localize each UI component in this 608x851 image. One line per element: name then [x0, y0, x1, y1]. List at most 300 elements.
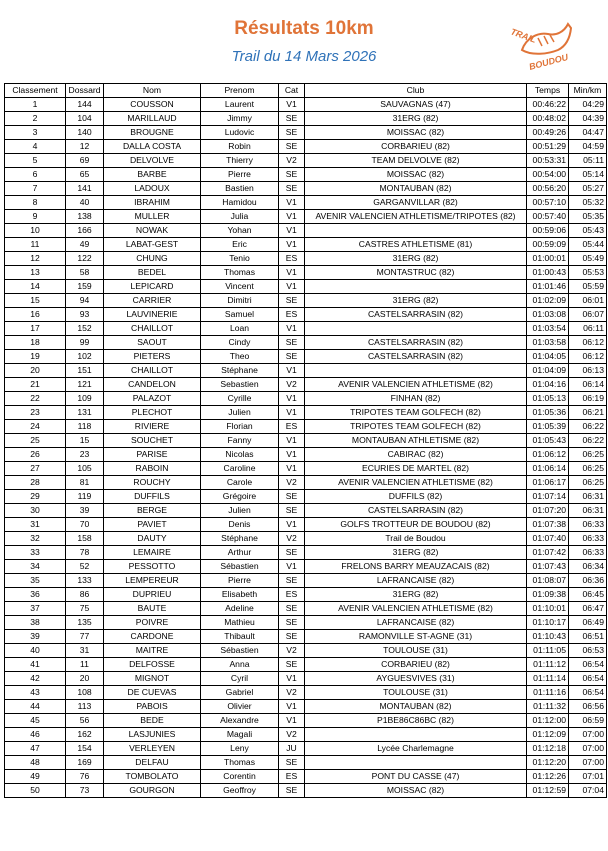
cell-club: P1BE86C86BC (82) [305, 714, 527, 728]
cell-pace: 05:43 [569, 224, 607, 238]
table-row [5, 266, 607, 280]
cell-last-name: VERLEYEN [104, 742, 201, 756]
cell-last-name: LASJUNIES [104, 728, 201, 742]
cell-first-name: Cyril [201, 672, 279, 686]
cell-last-name: BEDE [104, 714, 201, 728]
cell-first-name: Julia [201, 210, 279, 224]
cell-club: AYGUESVIVES (31) [305, 672, 527, 686]
cell-club: MOISSAC (82) [305, 168, 527, 182]
cell-pace: 06:54 [569, 672, 607, 686]
cell-bib: 56 [66, 714, 104, 728]
cell-first-name: Thibault [201, 630, 279, 644]
cell-club: 31ERG (82) [305, 252, 527, 266]
cell-time: 01:12:00 [527, 714, 569, 728]
cell-last-name: DUFFILS [104, 490, 201, 504]
cell-category: V2 [279, 378, 305, 392]
cell-club: 31ERG (82) [305, 112, 527, 126]
cell-last-name: NOWAK [104, 224, 201, 238]
cell-rank: 23 [5, 406, 66, 420]
cell-category: ES [279, 420, 305, 434]
cell-club: CASTELSARRASIN (82) [305, 336, 527, 350]
table-row [5, 322, 607, 336]
cell-category: SE [279, 630, 305, 644]
cell-club: TEAM DELVOLVE (82) [305, 154, 527, 168]
cell-bib: 69 [66, 154, 104, 168]
cell-category: V1 [279, 518, 305, 532]
cell-last-name: CHUNG [104, 252, 201, 266]
cell-time: 01:03:08 [527, 308, 569, 322]
cell-first-name: Stéphane [201, 532, 279, 546]
cell-time: 00:56:20 [527, 182, 569, 196]
cell-bib: 23 [66, 448, 104, 462]
cell-bib: 105 [66, 462, 104, 476]
cell-category: SE [279, 616, 305, 630]
column-header-rank: Classement [5, 84, 66, 98]
cell-rank: 13 [5, 266, 66, 280]
cell-time: 01:06:17 [527, 476, 569, 490]
cell-pace: 05:49 [569, 252, 607, 266]
cell-category: V1 [279, 700, 305, 714]
cell-club [305, 322, 527, 336]
cell-pace: 06:54 [569, 658, 607, 672]
cell-first-name: Carole [201, 476, 279, 490]
cell-rank: 49 [5, 770, 66, 784]
cell-rank: 29 [5, 490, 66, 504]
cell-category: SE [279, 350, 305, 364]
cell-club: 31ERG (82) [305, 588, 527, 602]
cell-pace: 06:59 [569, 714, 607, 728]
cell-rank: 26 [5, 448, 66, 462]
cell-last-name: LEMAIRE [104, 546, 201, 560]
cell-first-name: Adeline [201, 602, 279, 616]
cell-first-name: Florian [201, 420, 279, 434]
cell-time: 00:59:06 [527, 224, 569, 238]
cell-last-name: PALAZOT [104, 392, 201, 406]
cell-club: GARGANVILLAR (82) [305, 196, 527, 210]
cell-bib: 58 [66, 266, 104, 280]
cell-last-name: MIGNOT [104, 672, 201, 686]
page-subtitle: Trail du 14 Mars 2026 [231, 48, 377, 65]
cell-pace: 05:14 [569, 168, 607, 182]
cell-pace: 06:31 [569, 504, 607, 518]
cell-time: 01:05:43 [527, 434, 569, 448]
cell-club: LAFRANCAISE (82) [305, 574, 527, 588]
cell-bib: 119 [66, 490, 104, 504]
table-row [5, 728, 607, 742]
cell-rank: 45 [5, 714, 66, 728]
cell-club: TRIPOTES TEAM GOLFECH (82) [305, 406, 527, 420]
cell-pace: 06:25 [569, 448, 607, 462]
cell-time: 01:11:05 [527, 644, 569, 658]
table-row [5, 98, 607, 112]
table-row [5, 784, 607, 798]
table-row [5, 112, 607, 126]
cell-first-name: Ludovic [201, 126, 279, 140]
cell-category: V2 [279, 532, 305, 546]
table-row [5, 490, 607, 504]
cell-bib: 169 [66, 756, 104, 770]
cell-first-name: Fanny [201, 434, 279, 448]
cell-rank: 34 [5, 560, 66, 574]
cell-last-name: CARDONE [104, 630, 201, 644]
cell-club: MONTAUBAN (82) [305, 700, 527, 714]
cell-bib: 138 [66, 210, 104, 224]
cell-first-name: Nicolas [201, 448, 279, 462]
cell-bib: 65 [66, 168, 104, 182]
cell-rank: 4 [5, 140, 66, 154]
cell-bib: 158 [66, 532, 104, 546]
cell-last-name: SAOUT [104, 336, 201, 350]
cell-rank: 30 [5, 504, 66, 518]
cell-first-name: Samuel [201, 308, 279, 322]
table-row [5, 588, 607, 602]
cell-rank: 11 [5, 238, 66, 252]
cell-pace: 04:59 [569, 140, 607, 154]
cell-rank: 2 [5, 112, 66, 126]
cell-first-name: Geoffroy [201, 784, 279, 798]
cell-time: 01:12:09 [527, 728, 569, 742]
cell-category: V1 [279, 392, 305, 406]
table-row [5, 672, 607, 686]
cell-category: V1 [279, 364, 305, 378]
cell-category: SE [279, 182, 305, 196]
cell-first-name: Robin [201, 140, 279, 154]
cell-bib: 31 [66, 644, 104, 658]
cell-time: 00:57:10 [527, 196, 569, 210]
cell-pace: 05:32 [569, 196, 607, 210]
results-table [4, 83, 607, 798]
cell-rank: 9 [5, 210, 66, 224]
cell-category: SE [279, 658, 305, 672]
cell-category: V2 [279, 644, 305, 658]
table-row [5, 210, 607, 224]
cell-pace: 05:53 [569, 266, 607, 280]
cell-last-name: DELVOLVE [104, 154, 201, 168]
cell-time: 01:12:18 [527, 742, 569, 756]
cell-bib: 135 [66, 616, 104, 630]
cell-time: 01:07:42 [527, 546, 569, 560]
cell-bib: 93 [66, 308, 104, 322]
table-row [5, 686, 607, 700]
table-row [5, 532, 607, 546]
cell-pace: 06:33 [569, 532, 607, 546]
cell-bib: 141 [66, 182, 104, 196]
table-row [5, 196, 607, 210]
cell-bib: 109 [66, 392, 104, 406]
cell-club: SAUVAGNAS (47) [305, 98, 527, 112]
cell-bib: 159 [66, 280, 104, 294]
cell-club: CASTELSARRASIN (82) [305, 350, 527, 364]
table-row [5, 420, 607, 434]
cell-category: SE [279, 490, 305, 504]
cell-first-name: Pierre [201, 574, 279, 588]
cell-pace: 06:19 [569, 392, 607, 406]
cell-rank: 6 [5, 168, 66, 182]
cell-last-name: GOURGON [104, 784, 201, 798]
cell-time: 01:06:12 [527, 448, 569, 462]
cell-rank: 1 [5, 98, 66, 112]
cell-time: 01:00:01 [527, 252, 569, 266]
cell-first-name: Alexandre [201, 714, 279, 728]
cell-time: 00:51:29 [527, 140, 569, 154]
column-header-bib: Dossard [66, 84, 104, 98]
cell-club [305, 364, 527, 378]
cell-category: V1 [279, 714, 305, 728]
cell-rank: 25 [5, 434, 66, 448]
cell-category: V1 [279, 406, 305, 420]
cell-first-name: Yohan [201, 224, 279, 238]
cell-last-name: MARILLAUD [104, 112, 201, 126]
cell-bib: 118 [66, 420, 104, 434]
cell-bib: 81 [66, 476, 104, 490]
cell-club [305, 280, 527, 294]
cell-rank: 12 [5, 252, 66, 266]
cell-pace: 05:27 [569, 182, 607, 196]
cell-first-name: Thomas [201, 756, 279, 770]
cell-club: PONT DU CASSE (47) [305, 770, 527, 784]
cell-rank: 37 [5, 602, 66, 616]
cell-category: ES [279, 252, 305, 266]
cell-category: V1 [279, 322, 305, 336]
cell-pace: 05:59 [569, 280, 607, 294]
cell-bib: 152 [66, 322, 104, 336]
cell-category: SE [279, 112, 305, 126]
cell-last-name: PIETERS [104, 350, 201, 364]
cell-last-name: PESSOTTO [104, 560, 201, 574]
cell-first-name: Thierry [201, 154, 279, 168]
cell-pace: 05:35 [569, 210, 607, 224]
table-row [5, 350, 607, 364]
cell-time: 01:04:05 [527, 350, 569, 364]
table-row [5, 462, 607, 476]
cell-last-name: CARRIER [104, 294, 201, 308]
cell-rank: 48 [5, 756, 66, 770]
cell-pace: 06:51 [569, 630, 607, 644]
cell-rank: 8 [5, 196, 66, 210]
cell-category: SE [279, 602, 305, 616]
cell-last-name: DAUTY [104, 532, 201, 546]
cell-pace: 06:53 [569, 644, 607, 658]
cell-club: RAMONVILLE ST-AGNE (31) [305, 630, 527, 644]
cell-bib: 76 [66, 770, 104, 784]
cell-rank: 28 [5, 476, 66, 490]
cell-rank: 33 [5, 546, 66, 560]
cell-rank: 15 [5, 294, 66, 308]
cell-last-name: BAUTE [104, 602, 201, 616]
cell-club: Lycée Charlemagne [305, 742, 527, 756]
table-row [5, 434, 607, 448]
cell-last-name: DELFOSSE [104, 658, 201, 672]
cell-time: 01:12:26 [527, 770, 569, 784]
logo-text-bottom: BOUDOU [527, 51, 570, 72]
cell-pace: 06:45 [569, 588, 607, 602]
cell-club: FRELONS BARRY MEAUZACAIS (82) [305, 560, 527, 574]
cell-category: SE [279, 336, 305, 350]
cell-club: CORBARIEU (82) [305, 658, 527, 672]
cell-bib: 77 [66, 630, 104, 644]
cell-rank: 38 [5, 616, 66, 630]
cell-club: AVENIR VALENCIEN ATHLETISME/TRIPOTES (82) [305, 210, 527, 224]
cell-pace: 06:12 [569, 336, 607, 350]
cell-last-name: LAUVINERIE [104, 308, 201, 322]
cell-pace: 07:01 [569, 770, 607, 784]
cell-rank: 35 [5, 574, 66, 588]
cell-last-name: BROUGNE [104, 126, 201, 140]
cell-last-name: DE CUEVAS [104, 686, 201, 700]
cell-club: MOISSAC (82) [305, 126, 527, 140]
cell-bib: 151 [66, 364, 104, 378]
cell-first-name: Elisabeth [201, 588, 279, 602]
table-row [5, 168, 607, 182]
cell-pace: 06:54 [569, 686, 607, 700]
cell-rank: 44 [5, 700, 66, 714]
cell-first-name: Caroline [201, 462, 279, 476]
cell-bib: 49 [66, 238, 104, 252]
cell-category: V1 [279, 210, 305, 224]
table-row [5, 154, 607, 168]
cell-first-name: Magali [201, 728, 279, 742]
cell-last-name: BERGE [104, 504, 201, 518]
cell-category: V1 [279, 98, 305, 112]
cell-bib: 144 [66, 98, 104, 112]
cell-pace: 06:21 [569, 406, 607, 420]
cell-time: 01:07:38 [527, 518, 569, 532]
cell-pace: 06:12 [569, 350, 607, 364]
cell-rank: 24 [5, 420, 66, 434]
cell-category: V1 [279, 280, 305, 294]
cell-time: 01:03:58 [527, 336, 569, 350]
cell-time: 01:10:01 [527, 602, 569, 616]
cell-bib: 73 [66, 784, 104, 798]
cell-pace: 06:49 [569, 616, 607, 630]
cell-time: 01:11:16 [527, 686, 569, 700]
cell-first-name: Stéphane [201, 364, 279, 378]
cell-pace: 05:44 [569, 238, 607, 252]
table-row [5, 294, 607, 308]
cell-pace: 06:25 [569, 462, 607, 476]
cell-first-name: Tenio [201, 252, 279, 266]
cell-rank: 22 [5, 392, 66, 406]
cell-rank: 3 [5, 126, 66, 140]
cell-time: 01:05:36 [527, 406, 569, 420]
cell-last-name: DALLA COSTA [104, 140, 201, 154]
cell-rank: 14 [5, 280, 66, 294]
cell-first-name: Pierre [201, 168, 279, 182]
cell-pace: 07:04 [569, 784, 607, 798]
cell-first-name: Jimmy [201, 112, 279, 126]
cell-last-name: MULLER [104, 210, 201, 224]
cell-club: MONTAUBAN ATHLETISME (82) [305, 434, 527, 448]
column-header-first-name: Prenom [201, 84, 279, 98]
cell-pace: 06:56 [569, 700, 607, 714]
cell-category: V1 [279, 224, 305, 238]
cell-club: CASTELSARRASIN (82) [305, 504, 527, 518]
cell-time: 01:07:20 [527, 504, 569, 518]
cell-time: 00:53:31 [527, 154, 569, 168]
cell-last-name: ROUCHY [104, 476, 201, 490]
cell-last-name: DUPRIEU [104, 588, 201, 602]
cell-club: DUFFILS (82) [305, 490, 527, 504]
table-row [5, 238, 607, 252]
cell-category: V1 [279, 672, 305, 686]
cell-category: V1 [279, 462, 305, 476]
cell-last-name: POIVRE [104, 616, 201, 630]
cell-bib: 121 [66, 378, 104, 392]
cell-bib: 12 [66, 140, 104, 154]
cell-club: TRIPOTES TEAM GOLFECH (82) [305, 420, 527, 434]
logo-text-top: TRAIL [509, 26, 538, 45]
cell-pace: 06:22 [569, 420, 607, 434]
cell-club: CASTELSARRASIN (82) [305, 308, 527, 322]
table-row [5, 308, 607, 322]
column-header-time: Temps [527, 84, 569, 98]
cell-first-name: Mathieu [201, 616, 279, 630]
cell-time: 00:48:02 [527, 112, 569, 126]
cell-pace: 06:47 [569, 602, 607, 616]
cell-category: V1 [279, 238, 305, 252]
cell-pace: 04:39 [569, 112, 607, 126]
cell-pace: 07:00 [569, 756, 607, 770]
table-row [5, 518, 607, 532]
cell-rank: 7 [5, 182, 66, 196]
cell-rank: 42 [5, 672, 66, 686]
page-title: Résultats 10km [234, 18, 374, 39]
cell-pace: 05:11 [569, 154, 607, 168]
cell-category: SE [279, 756, 305, 770]
cell-bib: 122 [66, 252, 104, 266]
cell-last-name: SOUCHET [104, 434, 201, 448]
cell-time: 01:00:43 [527, 266, 569, 280]
cell-club: 31ERG (82) [305, 546, 527, 560]
table-header-row [5, 84, 607, 98]
cell-category: ES [279, 308, 305, 322]
cell-bib: 99 [66, 336, 104, 350]
cell-category: SE [279, 126, 305, 140]
cell-category: JU [279, 742, 305, 756]
cell-category: SE [279, 140, 305, 154]
cell-first-name: Olivier [201, 700, 279, 714]
results-body [5, 98, 607, 798]
table-row [5, 700, 607, 714]
table-row [5, 630, 607, 644]
cell-club: Trail de Boudou [305, 532, 527, 546]
column-header-pace: Min/km [569, 84, 607, 98]
cell-first-name: Julien [201, 504, 279, 518]
cell-time: 01:04:09 [527, 364, 569, 378]
cell-pace: 06:34 [569, 560, 607, 574]
cell-time: 01:05:13 [527, 392, 569, 406]
table-row [5, 504, 607, 518]
cell-first-name: Grégoire [201, 490, 279, 504]
cell-club: CASTRES ATHLETISME (81) [305, 238, 527, 252]
cell-rank: 46 [5, 728, 66, 742]
table-row [5, 448, 607, 462]
cell-pace: 06:25 [569, 476, 607, 490]
cell-rank: 18 [5, 336, 66, 350]
cell-first-name: Bastien [201, 182, 279, 196]
cell-category: V2 [279, 476, 305, 490]
cell-category: V1 [279, 196, 305, 210]
cell-category: V1 [279, 560, 305, 574]
cell-time: 01:06:14 [527, 462, 569, 476]
cell-last-name: PABOIS [104, 700, 201, 714]
table-row [5, 616, 607, 630]
table-row [5, 378, 607, 392]
cell-category: SE [279, 546, 305, 560]
cell-pace: 07:00 [569, 742, 607, 756]
cell-bib: 133 [66, 574, 104, 588]
cell-time: 01:02:09 [527, 294, 569, 308]
